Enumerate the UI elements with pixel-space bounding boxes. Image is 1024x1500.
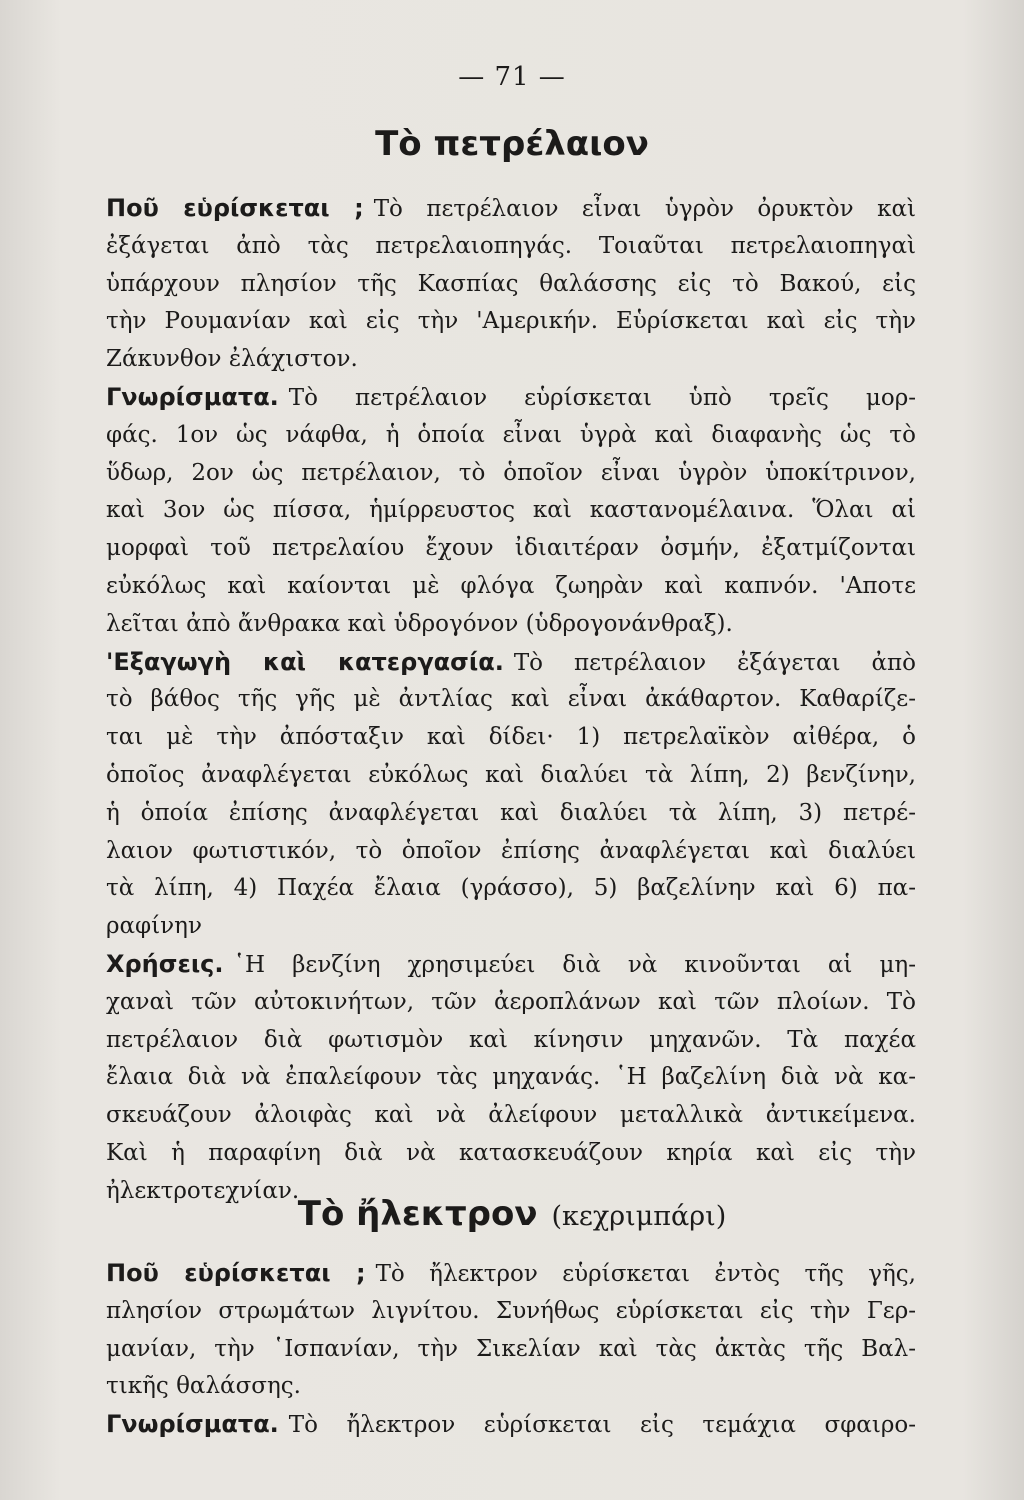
text-line <box>106 1331 916 1369</box>
text-line <box>106 984 916 1022</box>
section-title-petroleum: Τὸ πετρέλαιον <box>375 124 649 164</box>
line-text: πετρέλαιον διὰ φωτισμὸν καὶ κίνησιν μηχανῶν. Τὰ παχέα <box>106 1026 916 1053</box>
line-text: ραφίνην <box>106 913 202 940</box>
line-text: ἠλεκτροτεχνίαν. <box>106 1177 300 1204</box>
line-text: Τὸ πετρέλαιον εἶναι ὑγρὸν ὀρυκτὸν καὶ <box>373 196 916 222</box>
line-text: σκευάζουν ἀλοιφὰς καὶ νὰ ἀλείφουν μεταλλικὰ ἀντικείμενα. <box>106 1102 916 1129</box>
line-text: μανίαν, τὴν ῾Ισπανίαν, τὴν Σικελίαν καὶ τὰς ἀκτὰς τῆς Βαλ- <box>106 1335 916 1362</box>
section-body-amber <box>106 1255 916 1444</box>
line-text: ται μὲ τὴν ἀπόσταξιν καὶ δίδει· 1) πετρελαϊκὸν αἰθέρα, ὁ <box>106 724 916 751</box>
line-text: ῾Η βενζίνη χρησιμεύει διὰ νὰ κινοῦνται αἱ μη- <box>233 951 916 978</box>
line-text: ὁποῖος ἀναφλέγεται εὐκόλως καὶ διαλύει τὰ λίπη, 2) βενζίνην, <box>106 761 916 788</box>
text-line <box>106 228 916 266</box>
line-text: τὴν Ρουμανίαν καὶ εἰς τὴν 'Αμερικήν. Εὑρίσκεται καὶ εἰς τὴν <box>106 308 916 335</box>
text-line <box>106 1255 916 1293</box>
text-line <box>106 1135 916 1173</box>
text-line <box>106 568 916 606</box>
text-line <box>106 946 916 984</box>
text-line <box>106 530 916 568</box>
line-text: ὑπάρχουν πλησίον τῆς Κασπίας θαλάσσης εἰς τὸ Βακού, εἰς <box>106 270 916 297</box>
text-line <box>106 870 916 908</box>
line-text: ἡ ὁποία ἐπίσης ἀναφλέγεται καὶ διαλύει τὰ λίπη, 3) πετρέ- <box>106 799 916 826</box>
line-text: λαιον φωτιστικόν, τὸ ὁποῖον ἐπίσης ἀναφλέγεται καὶ διαλύει <box>106 837 916 864</box>
text-line <box>106 606 916 644</box>
line-text: μορφαὶ τοῦ πετρελαίου ἔχουν ἰδιαιτέραν ὀσμήν, ἐξατμίζονται <box>106 535 916 562</box>
line-text: εὐκόλως καὶ καίονται μὲ φλόγα ζωηρὰν καὶ καπνόν. 'Αποτε <box>106 572 916 599</box>
line-text: Ζάκυνθον ἐλάχιστον. <box>106 346 358 373</box>
text-line <box>106 1368 916 1406</box>
line-text: πλησίον στρωμάτων λιγνίτου. Συνήθως εὑρίσκεται εἰς τὴν Γερ- <box>106 1297 916 1324</box>
line-text: τὰ λίπη, 4) Παχέα ἔλαια (γράσσο), 5) βαζελίνην καὶ 6) πα- <box>106 875 916 902</box>
text-line <box>106 303 916 341</box>
line-text: λεῖται ἀπὸ ἄνθρακα καὶ ὑδρογόνον (ὑδρογονάνθραξ). <box>106 610 733 637</box>
section-title-amber <box>0 1194 1024 1234</box>
text-line <box>106 795 916 833</box>
text-line <box>106 644 916 682</box>
section-subtitle-amber: (κεχριμπάρι) <box>551 1201 727 1232</box>
line-text: Τὸ πετρέλαιον ἐξάγεται ἀπὸ <box>513 649 916 676</box>
line-text: τικῆς θαλάσσης. <box>106 1373 301 1400</box>
text-line <box>106 833 916 871</box>
text-line <box>106 908 916 946</box>
line-text: Τὸ ἤλεκτρον εὑρίσκεται ἐντὸς τῆς γῆς, <box>375 1261 916 1287</box>
text-line <box>106 1293 916 1331</box>
line-text: καὶ 3ον ὡς πίσσα, ἡμίρρευστος καὶ καστανομέλαινα. Ὅλαι αἱ <box>106 497 916 524</box>
paragraph-label: Γνωρίσματα. <box>106 1410 279 1439</box>
text-line <box>106 757 916 795</box>
line-text: ἐξάγεται ἀπὸ τὰς πετρελαιοπηγάς. Τοιαῦται πετρελαιοπηγαὶ <box>106 232 916 259</box>
paragraph-label: 'Εξαγωγὴ καὶ κατεργασία. <box>106 647 504 676</box>
text-line <box>106 190 916 228</box>
text-line <box>106 1097 916 1135</box>
paragraph-label: Ποῦ εὑρίσκεται ; <box>106 1259 366 1287</box>
section-title-amber-text: Τὸ ἤλεκτρον <box>297 1194 538 1234</box>
text-line <box>106 455 916 493</box>
page-number: — 71 — <box>458 62 566 92</box>
line-text: ὕδωρ, 2ον ὡς πετρέλαιον, τὸ ὁποῖον εἶναι ὑγρὸν ὑποκίτρινον, <box>106 459 916 486</box>
line-text: φάς. 1ον ὡς νάφθα, ἡ ὁποία εἶναι ὑγρὰ καὶ διαφανὴς ὡς τὸ <box>106 421 916 448</box>
line-text: χαναὶ τῶν αὐτοκινήτων, τῶν ἀεροπλάνων καὶ τῶν πλοίων. Τὸ <box>106 988 916 1015</box>
text-line <box>106 417 916 455</box>
text-line <box>106 492 916 530</box>
text-line <box>106 719 916 757</box>
line-text: Τὸ πετρέλαιον εὑρίσκεται ὑπὸ τρεῖς μορ- <box>288 384 916 411</box>
line-text: ἔλαια διὰ νὰ ἐπαλείφουν τὰς μηχανάς. ῾Η βαζελίνη διὰ νὰ κα- <box>106 1064 916 1091</box>
text-line <box>106 1406 916 1444</box>
text-line <box>106 266 916 304</box>
section-body-petroleum <box>106 190 916 1211</box>
text-line <box>106 1022 916 1060</box>
paragraph-label: Γνωρίσματα. <box>106 382 279 411</box>
line-text: Τὸ ἤλεκτρον εὑρίσκεται εἰς τεμάχια σφαιρο- <box>288 1412 916 1439</box>
text-line <box>106 379 916 417</box>
paragraph-label: Ποῦ εὑρίσκεται ; <box>106 194 364 222</box>
text-line <box>106 681 916 719</box>
paragraph-label: Χρήσεις. <box>106 949 224 978</box>
text-line <box>106 341 916 379</box>
line-text: Καὶ ἡ παραφίνη διὰ νὰ κατασκευάζουν κηρία καὶ εἰς τὴν <box>106 1139 916 1166</box>
line-text: τὸ βάθος τῆς γῆς μὲ ἀντλίας καὶ εἶναι ἀκάθαρτον. Καθαρίζε- <box>106 686 916 713</box>
text-line <box>106 1059 916 1097</box>
